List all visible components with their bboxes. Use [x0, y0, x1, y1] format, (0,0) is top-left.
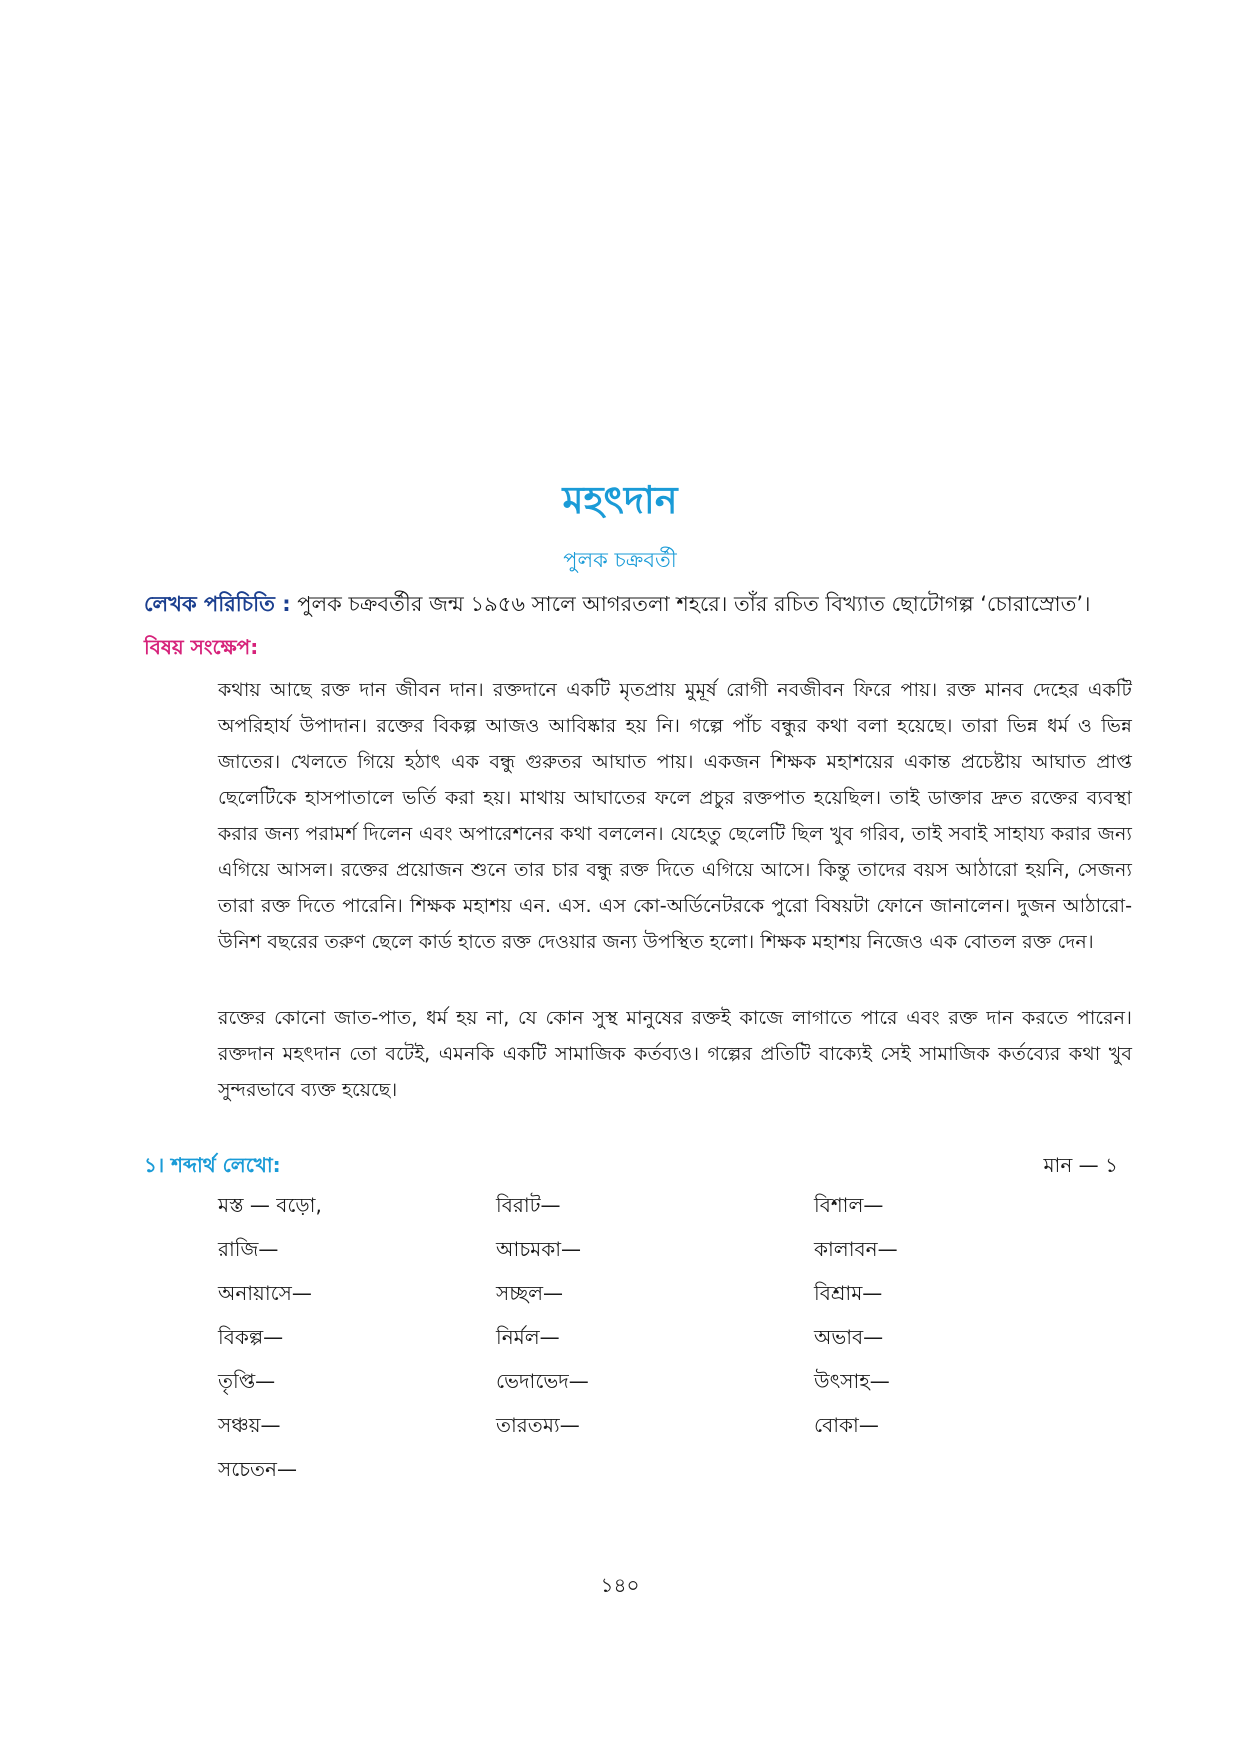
vocabulary-row	[218, 1276, 1118, 1320]
summary-heading: বিষয় সংক্ষেপ:	[144, 635, 259, 659]
vocabulary-item: বিশ্রাম—	[814, 1281, 883, 1305]
chapter-title: মহৎদান	[562, 478, 678, 522]
vocabulary-item: তৃপ্তি—	[218, 1369, 276, 1393]
summary-paragraph-1: কথায় আছে রক্ত দান জীবন দান। রক্তদানে একটি মৃতপ্রায় মুমূর্ষ রোগী নবজীবন ফিরে পায়। রক্ত মানব দেহের একটি অপরিহার্য উপাদান। রক্তের বিকল্প আজও আবিষ্কার হয় নি। গল্পে পাঁচ বন্ধুর কথা বলা হয়েছে। তারা ভিন্ন ধর্ম ও ভিন্ন জাতের। খেলতে গিয়ে হঠাৎ এক বন্ধু গুরুতর আঘাত পায়। একজন শিক্ষক মহাশয়ের একান্ত প্রচেষ্টায় আঘাত প্রাপ্ত ছেলেটিকে হাসপাতালে ভর্তি করা হয়। মাথায় আঘাতের ফলে প্রচুর রক্তপাত হয়েছিল। তাই ডাক্তার দ্রুত রক্তের ব্যবস্থা করার জন্য পরামর্শ দিলেন এবং অপারেশনের কথা বললেন। যেহেতু ছেলেটি ছিল খুব গরিব, তাই সবাই সাহায্য করার জন্য এগিয়ে আসল। রক্তের প্রয়োজন শুনে তার চার বন্ধু রক্ত দিতে এগিয়ে আসে। কিন্তু তাদের বয়স আঠারো হয়নি, সেজন্য তারা রক্ত দিতে পারেনি। শিক্ষক মহাশয় এন. এস. এস কো-অর্ডিনেটরকে পুরো বিষয়টা ফোনে জানালেন। দুজন আঠারো-উনিশ বছরের তরুণ ছেলে কার্ড হাতে রক্ত দেওয়ার জন্য উপস্থিত হলো। শিক্ষক মহাশয় নিজেও এক বোতল রক্ত দেন।	[218, 678, 1132, 953]
author-name: পুলক চক্রবর্তী	[563, 548, 677, 572]
vocabulary-row	[218, 1364, 1118, 1408]
vocabulary-row	[218, 1232, 1118, 1276]
vocabulary-row	[218, 1320, 1118, 1364]
vocabulary-item: সচেতন—	[218, 1457, 297, 1481]
vocabulary-item: বিকল্প—	[218, 1325, 284, 1349]
vocabulary-row	[218, 1452, 1118, 1496]
vocabulary-item: বিশাল—	[814, 1193, 884, 1217]
vocabulary-item: কালাবন—	[814, 1237, 898, 1261]
summary-paragraph-2: রক্তের কোনো জাত-পাত, ধর্ম হয় না, যে কোন সুস্থ মানুষের রক্তই কাজে লাগাতে পারে এবং রক্ত দান করতে পারেন। রক্তদান মহৎদান তো বটেই, এমনকি একটি সামাজিক কর্তব্যও। গল্পের প্রতিটি বাক্যেই সেই সামাজিক কর্তব্যের কথা খুব সুন্দরভাবে ব্যক্ত হয়েছে।	[218, 1006, 1132, 1101]
vocabulary-item: ভেদাভেদ—	[496, 1369, 589, 1393]
question-marks: মান — ১	[1043, 1153, 1118, 1177]
vocabulary-item: অভাব—	[814, 1325, 884, 1349]
vocabulary-item: সঞ্চয়—	[218, 1413, 281, 1437]
vocabulary-item: তারতম্য—	[496, 1413, 580, 1437]
vocabulary-item: উৎসাহ—	[814, 1369, 890, 1393]
author-introduction-text: পুলক চক্রবর্তীর জন্ম ১৯৫৬ সালে আগরতলা শহরে। তাঁর রচিত বিখ্যাত ছোটোগল্প ‘চোরাস্রোত’।	[290, 592, 1091, 616]
vocabulary-item: নির্মল—	[496, 1325, 560, 1349]
vocabulary-item: সচ্ছল—	[496, 1281, 564, 1305]
vocabulary-row	[218, 1188, 1118, 1232]
vocabulary-item: মস্ত — বড়ো,	[218, 1193, 322, 1217]
author-introduction-label: লেখক পরিচিতি :	[144, 592, 291, 616]
vocabulary-item: আচমকা—	[496, 1237, 582, 1261]
vocabulary-item: বিরাট—	[496, 1193, 561, 1217]
page-number: ১৪০	[600, 1573, 640, 1597]
vocabulary-item: বোকা—	[814, 1413, 879, 1437]
question-heading: ১। শব্দার্থ লেখো:	[144, 1153, 281, 1177]
vocabulary-row	[218, 1408, 1118, 1452]
vocabulary-item: রাজি—	[218, 1237, 279, 1261]
author-introduction	[144, 588, 1134, 620]
vocabulary-item: অনায়াসে—	[218, 1281, 312, 1305]
vocabulary-list	[218, 1188, 1118, 1496]
